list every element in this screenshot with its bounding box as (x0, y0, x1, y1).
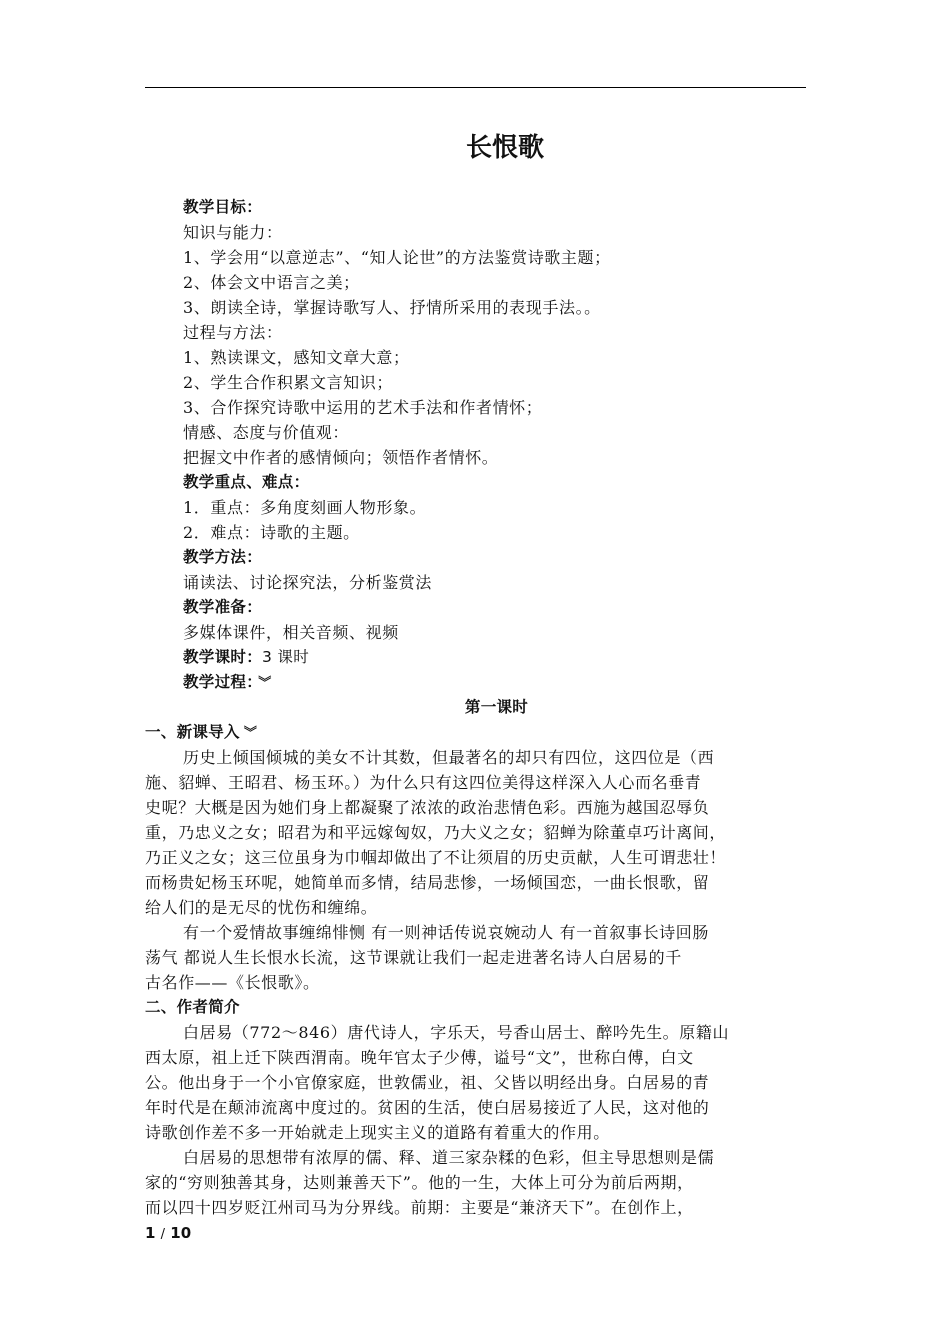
text-line (145, 595, 810, 620)
text-line (145, 1020, 810, 1045)
text-line (145, 345, 810, 370)
text-line (145, 620, 810, 645)
text-line (145, 220, 810, 245)
line-text: 给人们的是无尽的忧伤和缠绵。 (145, 898, 378, 917)
line-text: 乃正义之女；这三位虽身为巾帼却做出了不让须眉的历史贡献，人生可谓悲壮！ (145, 848, 727, 867)
line-text: 2、学生合作积累文言知识； (183, 373, 393, 392)
line-text: 施、貂蝉、王昭君、杨玉环。）为什么只有这四位美得这样深入人心而名垂青 (145, 773, 702, 792)
text-line (145, 795, 810, 820)
line-text: 3、合作探究诗歌中运用的艺术手法和作者情怀； (183, 398, 543, 417)
line-text: 把握文中作者的感情倾向；领悟作者情怀。 (183, 448, 499, 467)
page-separator: / (160, 1227, 166, 1242)
page-number (145, 1224, 191, 1242)
line-text: 家的“穷则独善其身，达则兼善天下”。他的一生，大体上可分为前后两期， (145, 1173, 694, 1192)
line-text: 情感、态度与价值观： (183, 423, 350, 442)
text-line (145, 395, 810, 420)
text-line (145, 920, 810, 945)
line-text: 3、朗读全诗，掌握诗歌写人、抒情所采用的表现手法。。 (183, 298, 601, 317)
document-body (145, 195, 810, 1220)
line-text: 1．重点：多角度刻画人物形象。 (183, 498, 427, 517)
line-suffix: 3 课时 (262, 648, 310, 666)
line-text: 2．难点：诗歌的主题。 (183, 523, 360, 542)
line-text: 而以四十四岁贬江州司马为分界线。前期：主要是“兼济天下”。在创作上， (145, 1198, 694, 1217)
line-text: 教学准备： (183, 598, 263, 616)
text-line (145, 1145, 810, 1170)
text-line (145, 970, 810, 995)
line-text: 2、体会文中语言之美； (183, 273, 360, 292)
text-line (145, 945, 810, 970)
document-title: 长恨歌 (465, 133, 544, 163)
double-chevron-down-icon: ︾ (258, 676, 272, 691)
line-text: 历史上倾国倾城的美女不计其数，但最著名的却只有四位，这四位是（西 (183, 748, 715, 767)
text-line (145, 420, 810, 445)
text-line (145, 845, 810, 870)
line-text: 诵读法、讨论探究法，分析鉴赏法 (183, 573, 433, 592)
text-line (145, 270, 810, 295)
line-text: 而杨贵妃杨玉环呢，她简单而多情，结局悲惨，一场倾国恋，一曲长恨歌，留 (145, 873, 710, 892)
text-line (145, 520, 810, 545)
line-text: 教学重点、难点： (183, 473, 310, 491)
text-line (145, 995, 810, 1020)
line-text: 教学目标： (183, 198, 263, 216)
line-text: 白居易（772～846）唐代诗人，字乐天，号香山居士、醉吟先生。原籍山 (183, 1023, 730, 1042)
line-text: 1、学会用“以意逆志”、“知人论世”的方法鉴赏诗歌主题； (183, 248, 611, 267)
text-line (145, 295, 810, 320)
double-chevron-down-icon: ︾ (243, 726, 258, 741)
text-line (145, 695, 810, 720)
text-line (145, 895, 810, 920)
text-line (145, 820, 810, 845)
text-line (145, 545, 810, 570)
text-line (145, 870, 810, 895)
text-line (145, 720, 810, 745)
text-line (145, 495, 810, 520)
line-text: 多媒体课件，相关音频、视频 (183, 623, 399, 642)
line-text: 公。他出身于一个小官僚家庭，世敦儒业，祖、父皆以明经出身。白居易的青 (145, 1073, 710, 1092)
text-line (145, 445, 810, 470)
line-text: 教学过程： (183, 673, 255, 691)
header-rule (145, 87, 806, 88)
text-line (145, 745, 810, 770)
text-line (145, 570, 810, 595)
line-text: 白居易的思想带有浓厚的儒、释、道三家杂糅的色彩，但主导思想则是儒 (183, 1148, 715, 1167)
text-line (145, 1095, 810, 1120)
line-text: 第一课时 (464, 698, 529, 716)
line-text: 诗歌创作差不多一开始就走上现实主义的道路有着重大的作用。 (145, 1123, 610, 1142)
line-text: 有一个爱情故事缠绵悱恻 有一则神话传说哀婉动人 有一首叙事长诗回肠 (183, 923, 709, 942)
text-line (145, 1045, 810, 1070)
text-line (145, 195, 810, 220)
line-text: 史呢？大概是因为她们身上都凝聚了浓浓的政治悲情色彩。西施为越国忍辱负 (145, 798, 710, 817)
text-line (145, 1195, 810, 1220)
text-line (145, 1070, 810, 1095)
line-text: 教学课时： (183, 648, 263, 666)
text-line (145, 770, 810, 795)
text-line (145, 645, 810, 670)
text-line (145, 670, 810, 695)
text-line (145, 1120, 810, 1145)
line-text: 古名作——《长恨歌》。 (145, 973, 320, 992)
line-text: 年时代是在颠沛流离中度过的。贫困的生活，使白居易接近了人民，这对他的 (145, 1098, 710, 1117)
text-line (145, 320, 810, 345)
line-text: 西太原，祖上迁下陕西渭南。晚年官太子少傅，谥号“文”，世称白傅，白文 (145, 1048, 694, 1067)
line-text: 二、作者简介 (145, 998, 240, 1016)
line-text: 教学方法： (183, 548, 263, 566)
line-text: 知识与能力： (183, 223, 283, 242)
page-total: 10 (170, 1224, 192, 1242)
line-text: 重，乃忠义之女；昭君为和平远嫁匈奴，乃大义之女；貂蝉为除董卓巧计离间， (145, 823, 727, 842)
text-line (145, 470, 810, 495)
line-text: 过程与方法： (183, 323, 283, 342)
text-line (145, 370, 810, 395)
text-line (145, 245, 810, 270)
line-text: 一、新课导入 (145, 723, 240, 741)
text-line (145, 1170, 810, 1195)
page-current: 1 (145, 1224, 156, 1242)
line-text: 荡气 都说人生长恨水长流，这节课就让我们一起走进著名诗人白居易的千 (145, 948, 682, 967)
line-text: 1、熟读课文，感知文章大意； (183, 348, 410, 367)
